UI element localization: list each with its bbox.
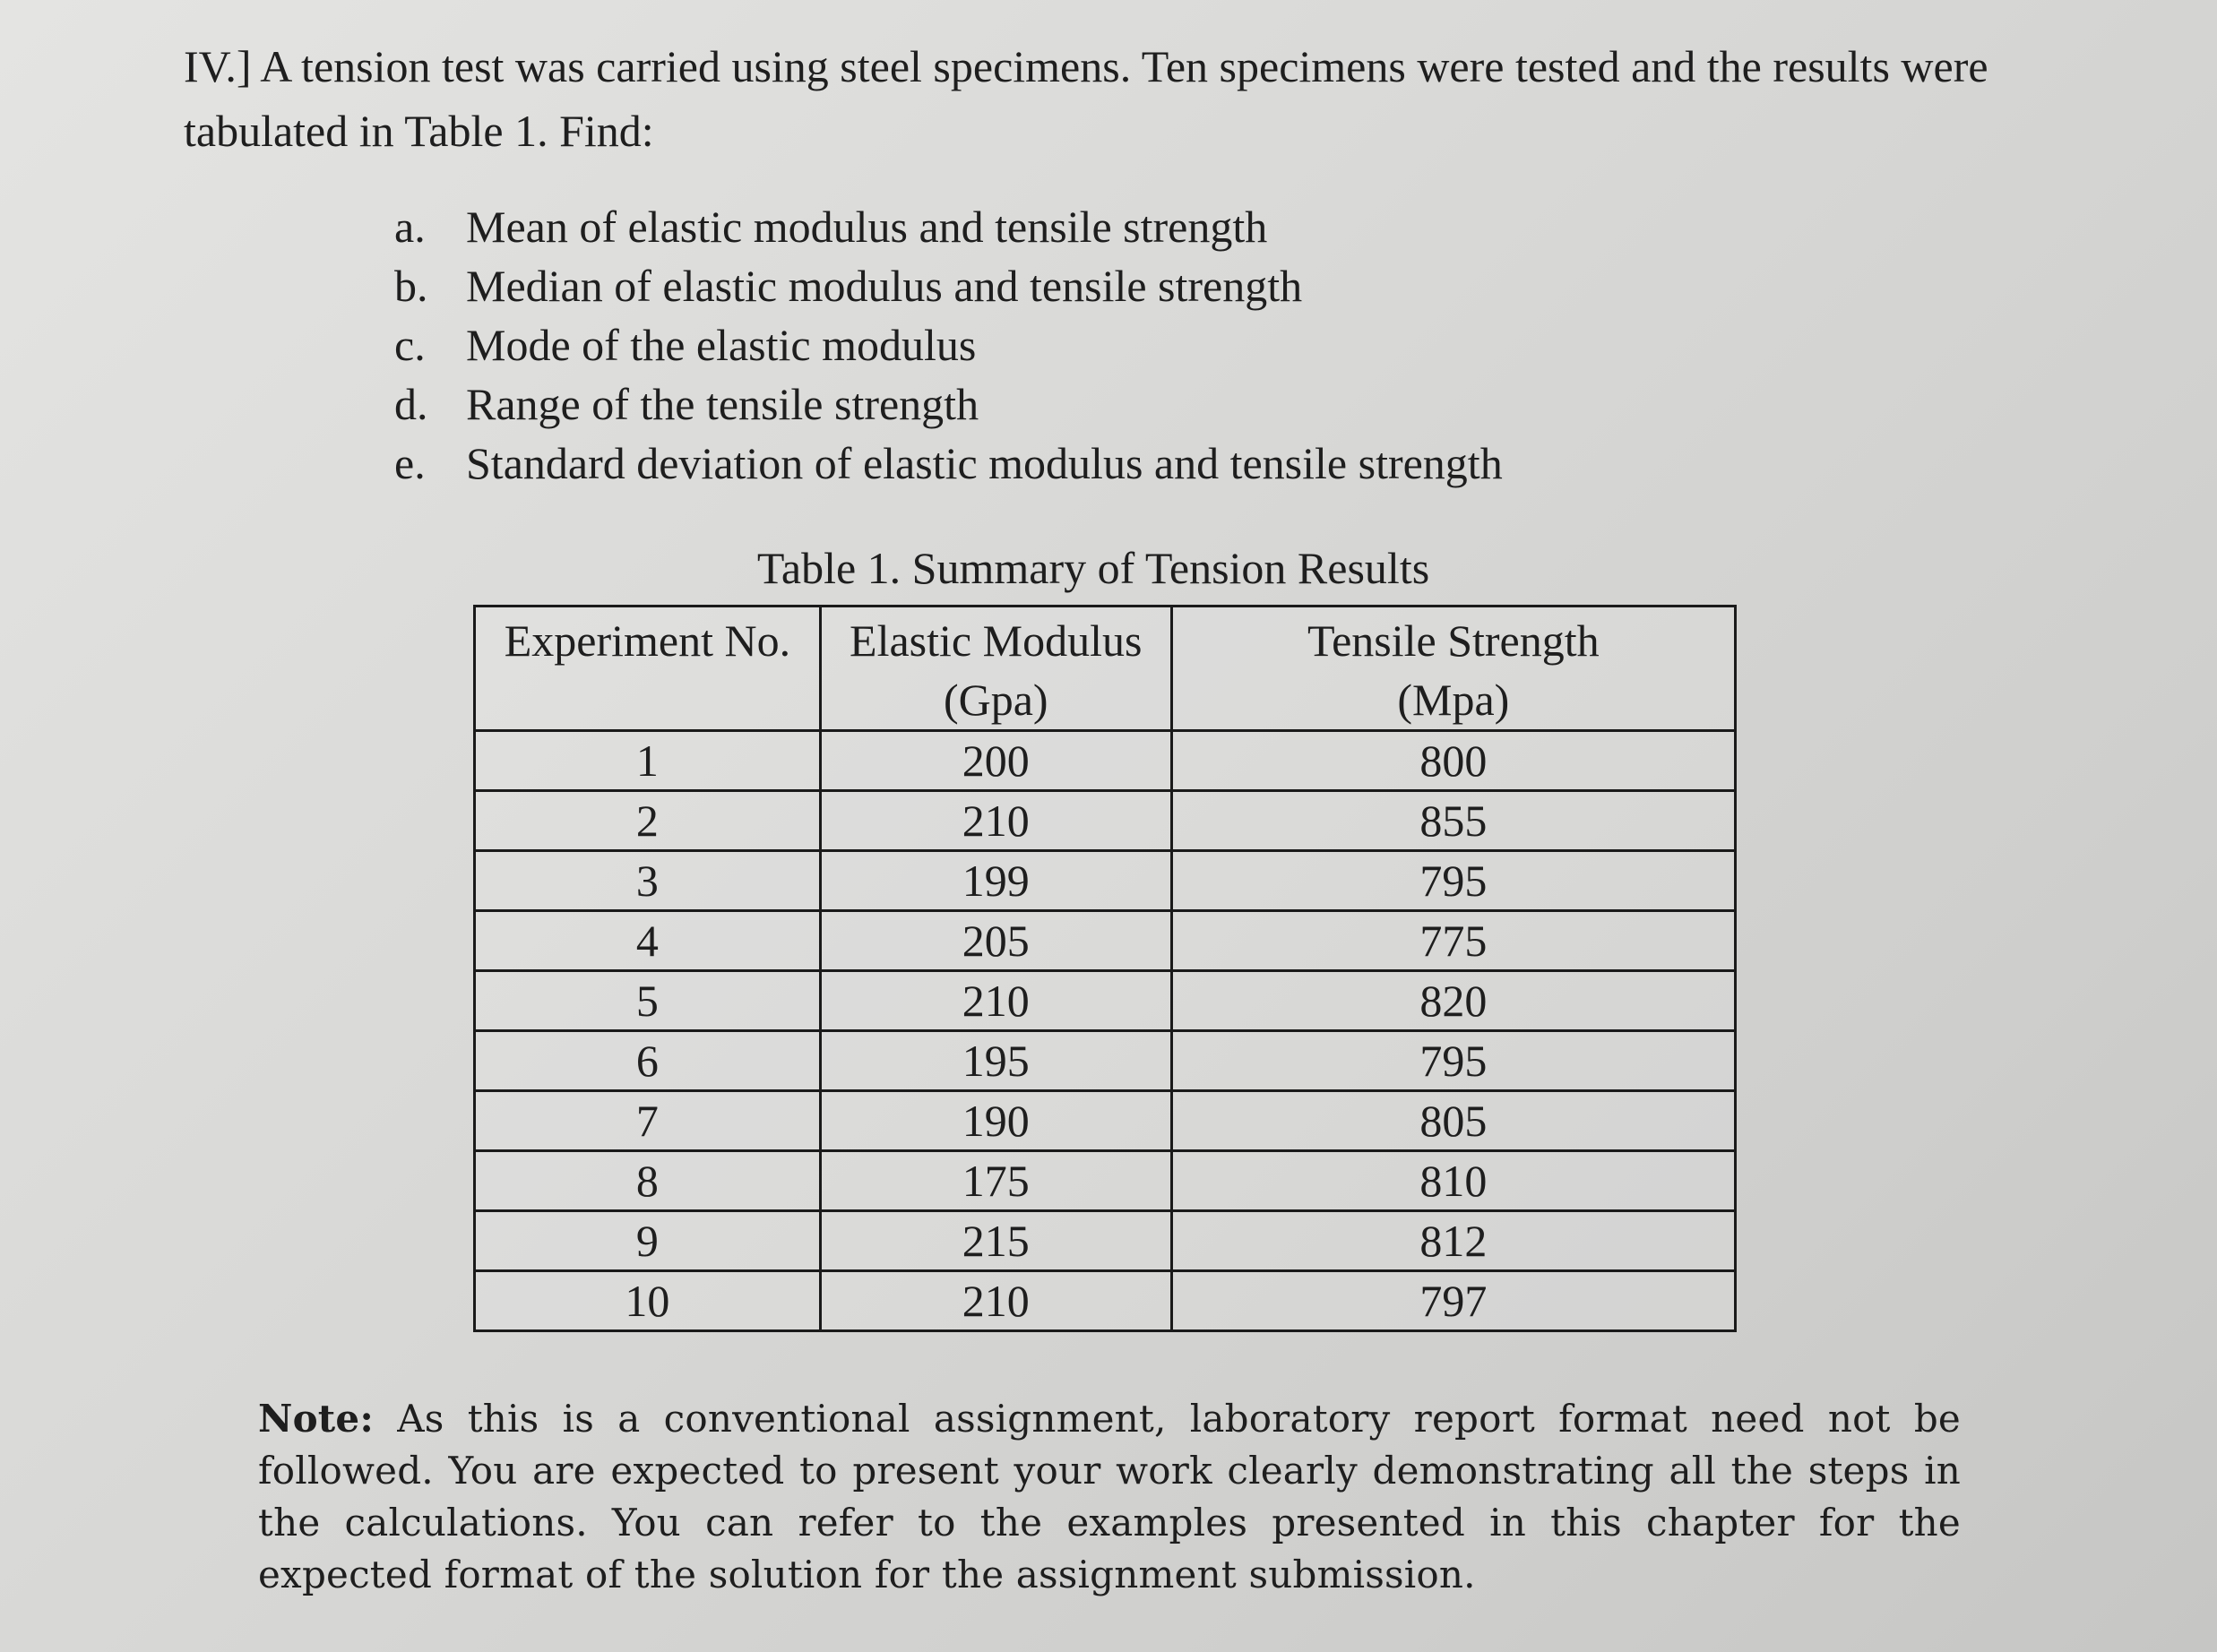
header-strength-label: Tensile Strength	[1307, 615, 1600, 666]
list-item	[394, 374, 1503, 434]
item-letter: d.	[394, 379, 428, 429]
tension-results-table	[473, 605, 1737, 1332]
cell-modulus: 215	[820, 1211, 1171, 1271]
cell-experiment: 3	[475, 851, 821, 911]
header-modulus-unit: (Gpa)	[943, 675, 1048, 725]
list-item	[394, 197, 1503, 256]
assignment-note	[258, 1393, 1961, 1601]
header-strength	[1171, 607, 1735, 731]
item-letter: e.	[394, 438, 426, 488]
header-modulus	[820, 607, 1171, 731]
item-text: Median of elastic modulus and tensile strength	[466, 261, 1303, 311]
cell-experiment: 6	[475, 1031, 821, 1091]
table-row	[475, 911, 1736, 971]
item-text: Mode of the elastic modulus	[466, 320, 977, 370]
item-text: Range of the tensile strength	[466, 379, 979, 429]
cell-strength: 810	[1171, 1151, 1735, 1211]
list-item	[394, 315, 1503, 374]
table-header-row	[475, 607, 1736, 731]
cell-strength: 855	[1171, 791, 1735, 851]
table-row	[475, 1151, 1736, 1211]
cell-experiment: 5	[475, 971, 821, 1031]
cell-experiment: 1	[475, 731, 821, 791]
table-row	[475, 1271, 1736, 1331]
cell-modulus: 200	[820, 731, 1171, 791]
problem-intro: IV.] A tension test was carried using steel specimens. Ten specimens were tested and the results were tabulated in Table 1. Find:	[184, 41, 1988, 156]
cell-strength: 797	[1171, 1271, 1735, 1331]
item-letter: a.	[394, 202, 426, 252]
cell-strength: 805	[1171, 1091, 1735, 1151]
header-experiment	[475, 607, 821, 731]
cell-modulus: 190	[820, 1091, 1171, 1151]
table-caption: Table 1. Summary of Tension Results	[756, 543, 1430, 593]
table-row	[475, 791, 1736, 851]
table-row	[475, 731, 1736, 791]
header-modulus-label: Elastic Modulus	[850, 615, 1143, 666]
header-strength-unit: (Mpa)	[1397, 675, 1510, 725]
list-item	[394, 434, 1503, 493]
note-label: Note:	[258, 1397, 375, 1441]
cell-strength: 775	[1171, 911, 1735, 971]
table-row	[475, 1091, 1736, 1151]
cell-modulus: 210	[820, 1271, 1171, 1331]
cell-modulus: 210	[820, 971, 1171, 1031]
item-text: Mean of elastic modulus and tensile strength	[466, 202, 1268, 252]
cell-experiment: 9	[475, 1211, 821, 1271]
cell-modulus: 210	[820, 791, 1171, 851]
table-row	[475, 851, 1736, 911]
cell-modulus: 175	[820, 1151, 1171, 1211]
table-row	[475, 1211, 1736, 1271]
cell-modulus: 195	[820, 1031, 1171, 1091]
cell-strength: 812	[1171, 1211, 1735, 1271]
cell-experiment: 7	[475, 1091, 821, 1151]
cell-modulus: 199	[820, 851, 1171, 911]
question-list	[394, 197, 1503, 493]
cell-strength: 800	[1171, 731, 1735, 791]
note-text: As this is a conventional assignment, laboratory report format need not be followed. You are expected to present your work clearly demonstrating all the steps in the calculations. You can refer to the examples presented in this chapter for the expected format of the solution for the assignment submission.	[258, 1397, 1961, 1596]
header-experiment-label: Experiment No.	[504, 615, 791, 666]
item-text: Standard deviation of elastic modulus and tensile strength	[466, 438, 1503, 488]
table-row	[475, 1031, 1736, 1091]
item-letter: b.	[394, 261, 428, 311]
cell-experiment: 2	[475, 791, 821, 851]
list-item	[394, 256, 1503, 315]
cell-strength: 795	[1171, 1031, 1735, 1091]
cell-experiment: 4	[475, 911, 821, 971]
cell-strength: 795	[1171, 851, 1735, 911]
cell-experiment: 10	[475, 1271, 821, 1331]
cell-strength: 820	[1171, 971, 1735, 1031]
cell-modulus: 205	[820, 911, 1171, 971]
item-letter: c.	[394, 320, 426, 370]
table-row	[475, 971, 1736, 1031]
cell-experiment: 8	[475, 1151, 821, 1211]
